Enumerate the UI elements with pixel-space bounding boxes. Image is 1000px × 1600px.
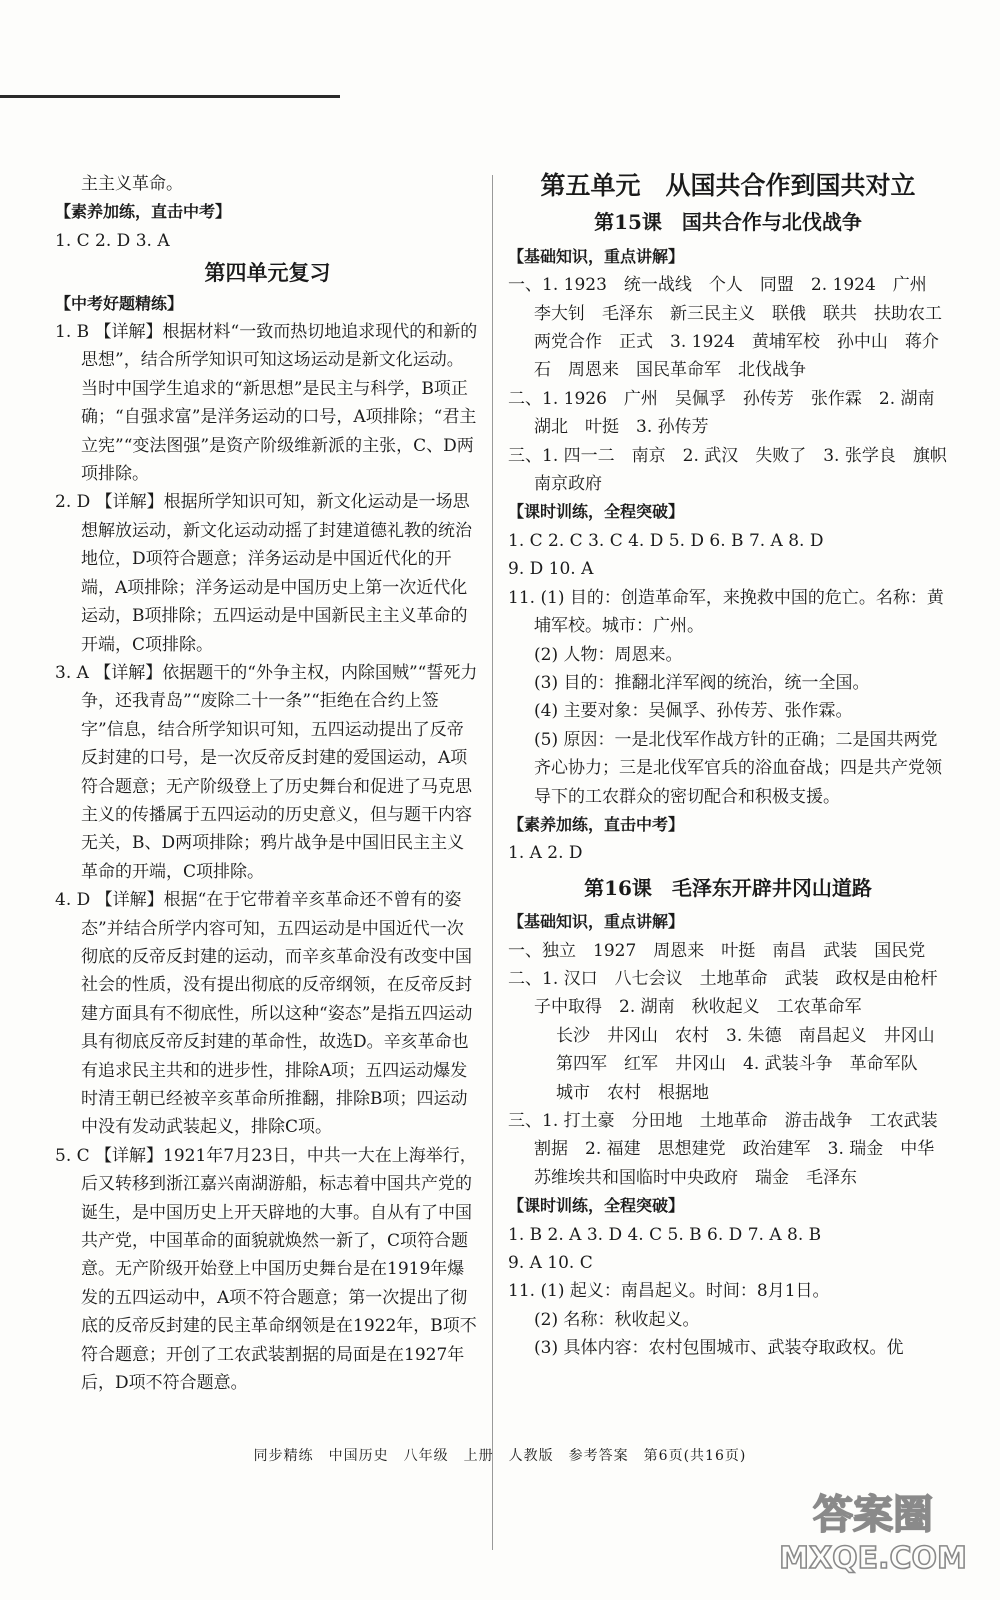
top-rule bbox=[0, 95, 340, 98]
answer-line: 9. A 10. C bbox=[508, 1253, 593, 1274]
answer-line: 9. D 10. A bbox=[508, 559, 594, 580]
answer-item: 1. B 【详解】根据材料“一致而热切地追求现代的和新的思想”，结合所学知识可知这场运动是新文化运动。当时中国学生追求的“新思想”是民主与科学，B项正确；“自强求富”是洋务运动的口号，A项排除；“君主立宪”“变法图强”是资产阶级维新派的主张，C、D两项排除。 bbox=[55, 322, 478, 485]
section-tag: 【基础知识，重点讲解】 bbox=[508, 246, 685, 266]
lesson-title: 第16课 毛泽东开辟井冈山道路 bbox=[584, 875, 872, 900]
review-title: 第四单元复习 bbox=[204, 260, 331, 286]
answer-item: 11. (1) 起义：南昌起义。时间：8月1日。 bbox=[508, 1281, 830, 1302]
answer-item: 三、1. 打土豪 分田地 土地革命 游击战争 工农武装割据 2. 福建 思想建党 政治建军 3. 瑞金 中华苏维埃共和国临时中央政府 瑞金 毛泽东 bbox=[508, 1111, 938, 1188]
answer-item: 4. D 【详解】根据“在于它带着辛亥革命还不曾有的姿态”并结合所学内容可知，五四运动是中国近代一次彻底的反帝反封建的运动，而辛亥革命没有改变中国社会的性质，没有提出彻底的反帝纲领，在反帝反封建方面具有不彻底性，所以这种“姿态”是指五四运动具有彻底反帝反封建的革命性，故选D。辛亥革命也有追求民主共和的进步性，排除A项；五四运动爆发时清王朝已经被辛亥革命所推翻，排除B项；四运动中没有发动武装起义，排除C项。 bbox=[55, 890, 473, 1138]
answer-subitem: (3) 目的：推翻北洋军阀的统治，统一全国。 bbox=[534, 672, 870, 693]
section-tag: 【基础知识，重点讲解】 bbox=[508, 912, 685, 932]
page-footer: 同步精练 中国历史 八年级 上册 人教版 参考答案 第6页(共16页) bbox=[253, 1448, 747, 1464]
answer-line: 1. C 2. C 3. C 4. D 5. D 6. B 7. A 8. D bbox=[508, 530, 824, 551]
answer-line: 1. A 2. D bbox=[508, 843, 583, 864]
lesson-title: 第15课 国共合作与北伐战争 bbox=[594, 210, 862, 235]
watermark-bottom: MXQE.COM bbox=[779, 1541, 967, 1576]
continued-text: 主主义革命。 bbox=[81, 174, 183, 194]
answer-item: 一、1. 1923 统一战线 个人 同盟 2. 1924 广州 李大钊 毛泽东 新三民主义 联俄 联共 扶助农工 两党合作 正式 3. 1924 黄埔军校 孙中山 蒋介石 周恩来 国民革命军 北伐战争 bbox=[508, 275, 959, 381]
answer-subitem: (4) 主要对象：吴佩孚、孙传芳、张作霖。 bbox=[534, 701, 853, 722]
answer-item: 二、1. 汉口 八七会议 土地革命 武装 政权是由枪杆子中取得 2. 湖南 秋收起义 工农革命军 bbox=[508, 968, 938, 1018]
answer-item: 3. A 【详解】依据题干的“外争主权，内除国贼”“誓死力争，还我青岛”“废除二十一条”“拒绝在合约上签字”信息，结合所学知识可知，五四运动提出了反帝反封建的口号，是一次反帝反封建的爱国运动，A项符合题意；无产阶级登上了历史舞台和促进了马克思主义的传播属于五四运动的历史意义，但与题干内容无关，B、D两项排除；鸦片战争是中国旧民主主义革命的开端，C项排除。 bbox=[55, 662, 478, 882]
section-tag: 【课时训练，全程突破】 bbox=[508, 1196, 685, 1216]
answer-subitem: (2) 人物：周恩来。 bbox=[534, 644, 683, 665]
section-tag: 【中考好题精练】 bbox=[55, 293, 184, 313]
answer-line: 1. B 2. A 3. D 4. C 5. B 6. D 7. A 8. B bbox=[508, 1224, 822, 1245]
answer-subitem: (3) 具体内容：农村包围城市、武装夺取政权。优 bbox=[534, 1338, 904, 1359]
right-column bbox=[508, 170, 964, 1363]
answer-item: 一、独立 1927 周恩来 叶挺 南昌 武装 国民党 bbox=[508, 940, 926, 961]
section-tag: 【课时训练，全程突破】 bbox=[508, 502, 685, 522]
answer-subitem: (2) 名称：秋收起义。 bbox=[534, 1309, 700, 1330]
section-tag: 【素养加练，直击中考】 bbox=[55, 202, 232, 222]
answer-line: 1. C 2. D 3. A bbox=[55, 230, 170, 251]
column-divider bbox=[492, 175, 493, 1550]
answer-item: 5. C 【详解】1921年7月23日，中共一大在上海举行，后又转移到浙江嘉兴南湖游船，标志着中国共产党的诞生，是中国历史上开天辟地的大事。自从有了中国共产党，中国革命的面貌就焕然一新了，C项符合题意。无产阶级开始登上中国历史舞台是在1919年爆发的五四运动中，A项不符合题意；第一次提出了彻底的反帝反封建的民主革命纲领是在1922年，B项不符合题意；开创了工农武装割据的局面是在1927年后，D项不符合题意。 bbox=[55, 1145, 477, 1394]
unit-title: 第五单元 从国共合作到国共对立 bbox=[540, 171, 916, 200]
section-tag: 【素养加练，直击中考】 bbox=[508, 814, 685, 834]
left-column bbox=[55, 170, 480, 1397]
answer-item: 11. (1) 目的：创造革命军，来挽救中国的危亡。名称：黄埔军校。城市：广州。 bbox=[508, 587, 944, 637]
answer-item: 二、1. 1926 广州 吴佩孚 孙传芳 张作霖 2. 湖南 湖北 叶挺 3. 孙传芳 bbox=[508, 388, 952, 438]
answer-subitem: (5) 原因：一是北伐军作战方针的正确；二是国共两党齐心协力；三是北伐军官兵的浴血奋战；四是共产党领导下的工农群众的密切配合和积极支援。 bbox=[534, 729, 942, 807]
answer-item: 2. D 【详解】根据所学知识可知，新文化运动是一场思想解放运动，新文化运动动摇了封建道德礼教的统治地位，D项符合题意；洋务运动是中国近代化的开端，A项排除；洋务运动是中国历史上第一次近代化运动，B项排除；五四运动是中国新民主主义革命的开端，C项排除。 bbox=[55, 492, 472, 655]
answer-item: 三、1. 四一二 南京 2. 武汉 失败了 3. 张学良 旗帜 南京政府 bbox=[508, 445, 964, 495]
watermark-logo bbox=[768, 1482, 978, 1582]
answer-subitem: 长沙 井冈山 农村 3. 朱德 南昌起义 井冈山 第四军 红军 井冈山 4. 武装斗争 革命军队 城市 农村 根据地 bbox=[556, 1025, 952, 1103]
watermark-top: 答案圈 bbox=[813, 1492, 933, 1538]
